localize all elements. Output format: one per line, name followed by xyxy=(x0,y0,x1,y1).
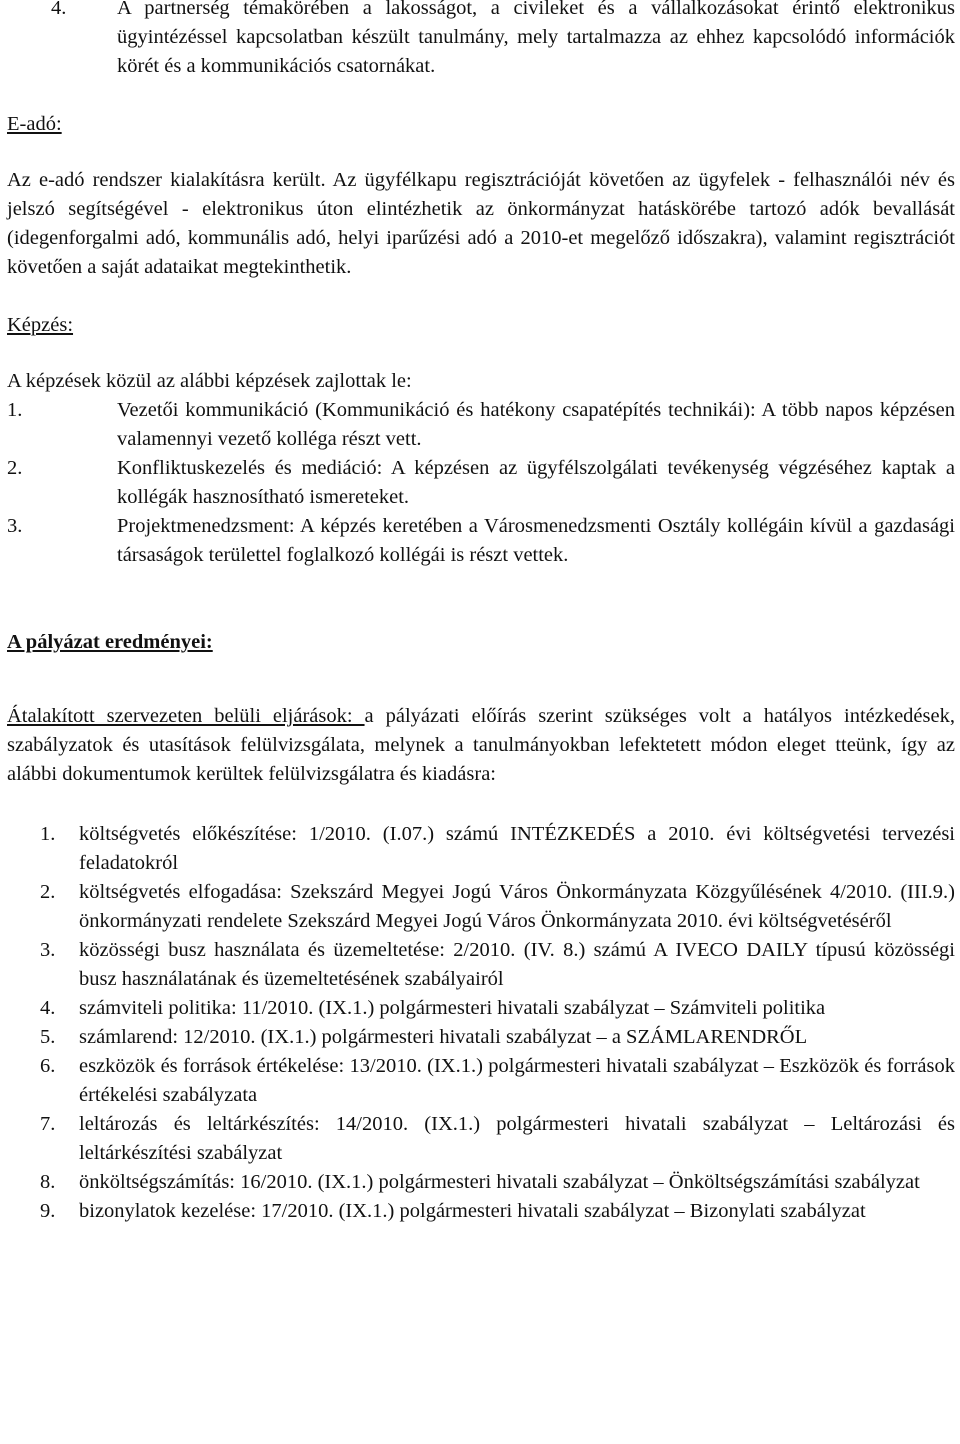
list-item xyxy=(7,1197,955,1226)
list-number: 2. xyxy=(7,457,23,479)
results-lead-underlined: Átalakított szervezeten belüli eljárások: xyxy=(7,705,365,727)
paragraph-results xyxy=(7,702,955,789)
list-item xyxy=(7,994,955,1023)
list-number: 3. xyxy=(40,939,56,961)
list-text: számlarend: 12/2010. (IX.1.) polgármesteri hivatali szabályzat – a SZÁMLARENDRŐL xyxy=(79,1026,808,1048)
list-item xyxy=(7,396,955,454)
list-item xyxy=(7,936,955,994)
paragraph-kepzes-intro: A képzések közül az alábbi képzések zajlottak le: xyxy=(7,370,412,392)
list-item-partnership xyxy=(7,0,955,81)
list-text: A partnerség témakörében a lakosságot, a civileket és a vállalkozásokat érintő elektronikus ügyintézéssel kapcsolatban készült tanulmány, mely tartalmazza az ehhez kapcsolódó információk körét és a kommunikációs csatornákat. xyxy=(117,0,955,77)
list-number: 6. xyxy=(40,1055,56,1077)
list-number: 1. xyxy=(7,399,23,421)
paragraph-eado: Az e-adó rendszer kialakításra került. Az ügyfélkapu regisztrációját követően az ügyfelek - felhasználói név és jelszó segítségével - elektronikus úton elintézhetik az önkormányzat hatáskörébe tartozó adók bevallását (idegenforgalmi adó, kommunális adó, helyi iparűzési adó a 2010-et megelőző időszakra), valamint regisztrációt követően a saját adataikat megtekinthetik. xyxy=(7,169,955,278)
list-text: Projektmenedzsment: A képzés keretében a Városmenedzsmenti Osztály kollégáin kívül a gazdasági társaságok területtel foglalkozó kollégái is részt vettek. xyxy=(117,515,955,566)
list-text: számviteli politika: 11/2010. (IX.1.) polgármesteri hivatali szabályzat – Számviteli politika xyxy=(79,997,826,1019)
list-item xyxy=(7,820,955,878)
list-number: 9. xyxy=(40,1200,56,1222)
list-text: közösségi busz használata és üzemeltetése: 2/2010. (IV. 8.) számú A IVECO DAILY típusú közösségi busz használatának és üzemeltetésének szabályairól xyxy=(79,939,955,990)
list-number: 8. xyxy=(40,1171,56,1193)
list-item xyxy=(7,512,955,570)
list-item xyxy=(7,878,955,936)
list-number: 4. xyxy=(51,0,67,19)
list-text: leltározás és leltárkészítés: 14/2010. (IX.1.) polgármesteri hivatali szabályzat – Leltározási és leltárkészítési szabályzat xyxy=(79,1113,955,1164)
section-heading-results: A pályázat eredményei: xyxy=(7,631,213,653)
list-number: 7. xyxy=(40,1113,56,1135)
list-number: 2. xyxy=(40,881,56,903)
list-text: költségvetés előkészítése: 1/2010. (I.07.) számú INTÉZKEDÉS a 2010. évi költségvetési tervezési feladatokról xyxy=(79,823,955,874)
list-text: eszközök és források értékelése: 13/2010. (IX.1.) polgármesteri hivatali szabályzat – Eszközök és források értékelési szabályzata xyxy=(79,1055,955,1106)
list-number: 1. xyxy=(40,823,56,845)
list-text: költségvetés elfogadása: Szekszárd Megyei Jogú Város Önkormányzata Közgyűlésének 4/2010. (III.9.) önkormányzati rendelete Szekszárd Megyei Jogú Város Önkormányzata 2010. évi költségvetéséről xyxy=(79,881,955,932)
list-item xyxy=(7,1110,955,1168)
list-number: 5. xyxy=(40,1026,56,1048)
document-page xyxy=(7,0,955,1226)
list-number: 3. xyxy=(7,515,23,537)
list-number: 4. xyxy=(40,997,56,1019)
list-item xyxy=(7,1168,955,1197)
section-heading-eado: E-adó: xyxy=(7,113,62,135)
list-text: bizonylatok kezelése: 17/2010. (IX.1.) polgármesteri hivatali szabályzat – Bizonylati szabályzat xyxy=(79,1200,866,1222)
list-item xyxy=(7,1023,955,1052)
list-text: önköltségszámítás: 16/2010. (IX.1.) polgármesteri hivatali szabályzat – Önköltségszámítási szabályzat xyxy=(79,1171,920,1193)
section-heading-kepzes: Képzés: xyxy=(7,314,74,336)
list-text: Konfliktuskezelés és mediáció: A képzésen az ügyfélszolgálati tevékenység végzéséhez kaptak a kollégák hasznosítható ismereteket. xyxy=(117,457,955,508)
list-item xyxy=(7,454,955,512)
results-lead-rest: a pályázati előírás szerint szükséges volt a hatályos intézkedések, szabályzatok és utasítások felülvizsgálata, melynek a tanulmányokban lefektetett módon eleget tteünk, így az alábbi dokumentumok kerültek felülvizsgálatra és kiadásra: xyxy=(7,705,955,785)
list-text: Vezetői kommunikáció (Kommunikáció és hatékony csapatépítés technikái): A több napos képzésen valamennyi vezető kolléga részt vett. xyxy=(117,399,955,450)
list-item xyxy=(7,1052,955,1110)
